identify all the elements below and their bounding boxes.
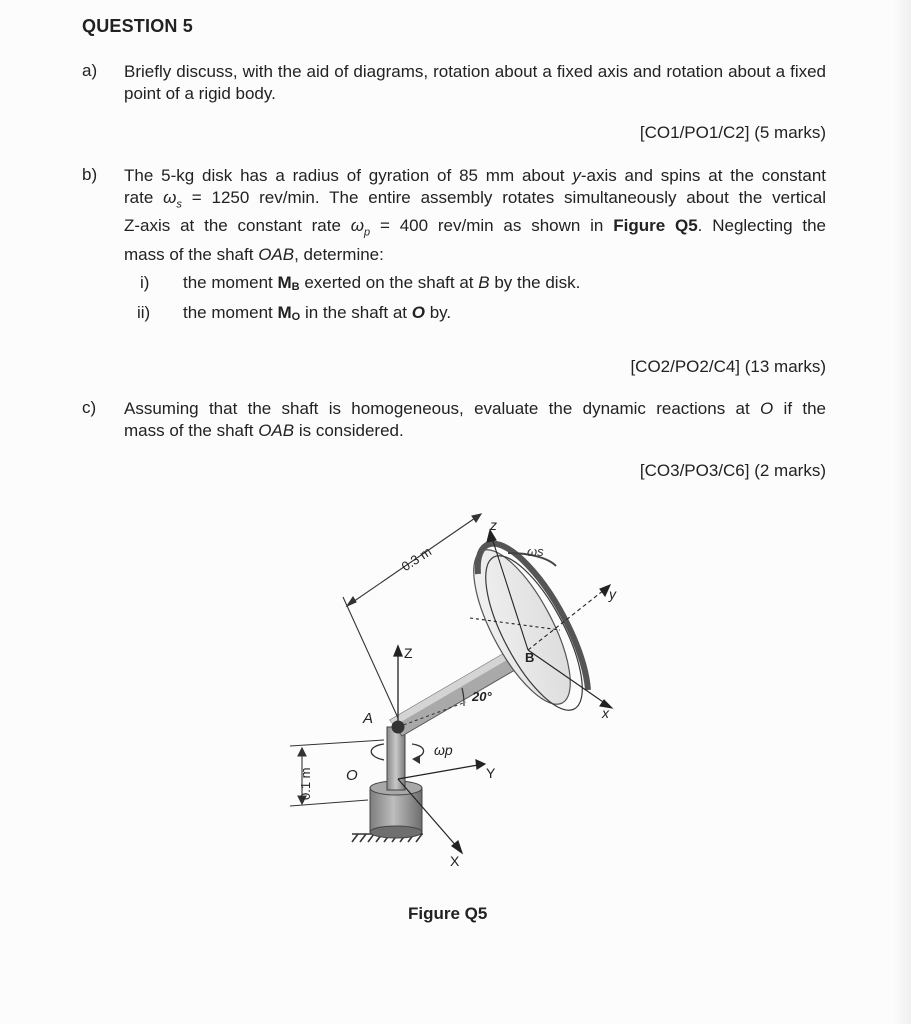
label-B: B: [525, 650, 535, 665]
label-z: z: [490, 517, 497, 533]
figure-caption: Figure Q5: [408, 904, 488, 923]
label-X: X: [450, 853, 460, 869]
label-y: y: [609, 586, 616, 602]
part-a-text: Briefly discuss, with the aid of diagrams, rotation about a fixed axis and rotation about a fixed point of a rigid body.: [124, 62, 826, 103]
label-omega-s: ωs: [527, 544, 544, 559]
part-a-label: a): [82, 61, 98, 80]
part-a-marks: [CO1/PO1/C2] (5 marks): [639, 123, 826, 142]
part-b-text: The 5-kg disk has a radius of gyration of 85 mm about y-axis and spins at the constant rate $\omega_s = 1250$ rev/min. The entire assembly rotates simultaneously about the vertical Z-axis at the constant rate $\omega_p = 400$ rev/min as shown in Figure Q5. Neglecting the mass of the shaft OAB, determine:: [124, 166, 826, 264]
label-x: x: [602, 705, 609, 721]
label-omega-p: ωp: [434, 742, 453, 758]
label-Z: Z: [404, 645, 413, 661]
label-O: O: [346, 767, 358, 784]
item-i-num: i): [140, 273, 150, 292]
item-i-text: the moment MB exerted on the shaft at B by the disk.: [183, 273, 581, 293]
part-c-label: c): [82, 398, 97, 417]
angle-label: 20°: [472, 689, 492, 704]
label-A: A: [363, 710, 374, 727]
part-c-text: Assuming that the shaft is homogeneous, evaluate the dynamic reactions at O if the mass of the shaft OAB is considered.: [124, 399, 826, 440]
part-b-label: b): [82, 165, 98, 184]
label-Y: Y: [486, 765, 496, 781]
question-title: QUESTION 5: [82, 16, 194, 36]
item-ii-num: ii): [137, 303, 151, 322]
part-c-marks: [CO3/PO3/C6] (2 marks): [639, 461, 826, 480]
dim-0.1m-label: 0.1 m: [298, 767, 313, 800]
dim-0.3m-label: 0.3 m: [398, 543, 435, 575]
item-ii-text: the moment MO in the shaft at O by.: [183, 303, 452, 323]
part-b-marks: [CO2/PO2/C4] (13 marks): [630, 357, 826, 376]
point-a-joint: [392, 721, 405, 734]
shaft-oa: [387, 727, 405, 790]
